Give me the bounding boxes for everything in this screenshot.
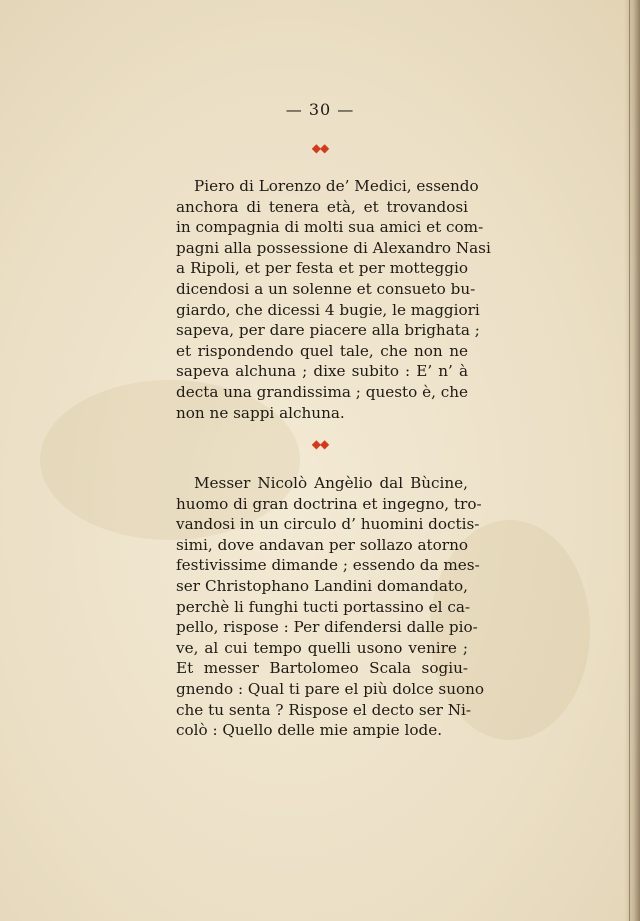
text-line: non ne sappi alchuna. bbox=[176, 403, 345, 422]
text-line: perchè li funghi tucti portassino el ca- bbox=[176, 597, 471, 616]
text-line: huomo di gran doctrina et ingegno, tro- bbox=[176, 494, 482, 513]
text-line: pagni alla possessione di Alexandro Nasi bbox=[176, 238, 491, 257]
text-line: Et messer Bartolomeo Scala sogiu- bbox=[176, 659, 468, 678]
text-line: a Ripoli, et per festa et per motteggio bbox=[176, 259, 468, 278]
text-line: anchora di tenera età, et trovandosi bbox=[176, 197, 468, 216]
text-line: che tu senta ? Rispose el decto ser Ni- bbox=[176, 700, 472, 719]
text-line: giardo, che dicessi 4 bugie, le maggiori bbox=[176, 300, 480, 319]
text-line: vandosi in un circulo d’ huomini doctis- bbox=[176, 515, 480, 534]
text-line: ser Christophano Landini domandato, bbox=[176, 576, 468, 595]
text-line: Messer Nicolò Angèlio dal Bùcine, bbox=[194, 474, 468, 492]
paragraph-piero-de-medici bbox=[176, 176, 491, 423]
text-line: simi, dove andavan per sollazo atorno bbox=[176, 535, 468, 554]
diamond-ornament-icon: ◆◆ bbox=[311, 437, 329, 451]
page-edge-line bbox=[629, 0, 630, 921]
text-line: sapeva alchuna ; dixe subito : E’ n’ à bbox=[176, 362, 468, 381]
text-line: gnendo : Qual ti pare el più dolce suono bbox=[176, 679, 485, 698]
text-line: et rispondendo quel tale, che non ne bbox=[176, 341, 468, 360]
text-line: decta una grandissima ; questo è, che bbox=[176, 382, 468, 401]
text-line: in compagnia di molti sua amici et com- bbox=[176, 218, 484, 237]
text-line: Piero di Lorenzo de’ Medici, essendo bbox=[194, 177, 479, 195]
paragraph-nicolo-angelio bbox=[176, 473, 485, 741]
text-line: festivissime dimande ; essendo da mes- bbox=[176, 556, 480, 575]
page-number: — 30 — bbox=[285, 100, 355, 119]
text-line: sapeva, per dare piacere alla brighata ; bbox=[176, 321, 480, 340]
page-edge-shadow bbox=[624, 0, 640, 921]
text-line: pello, rispose : Per difendersi dalle pio- bbox=[176, 618, 478, 637]
text-line: ve, al cui tempo quelli usono venire ; bbox=[176, 638, 468, 657]
text-line: colò : Quello delle mie ampie lode. bbox=[176, 721, 443, 740]
text-line: dicendosi a un solenne et consueto bu- bbox=[176, 279, 476, 298]
diamond-ornament-icon: ◆◆ bbox=[311, 141, 329, 155]
